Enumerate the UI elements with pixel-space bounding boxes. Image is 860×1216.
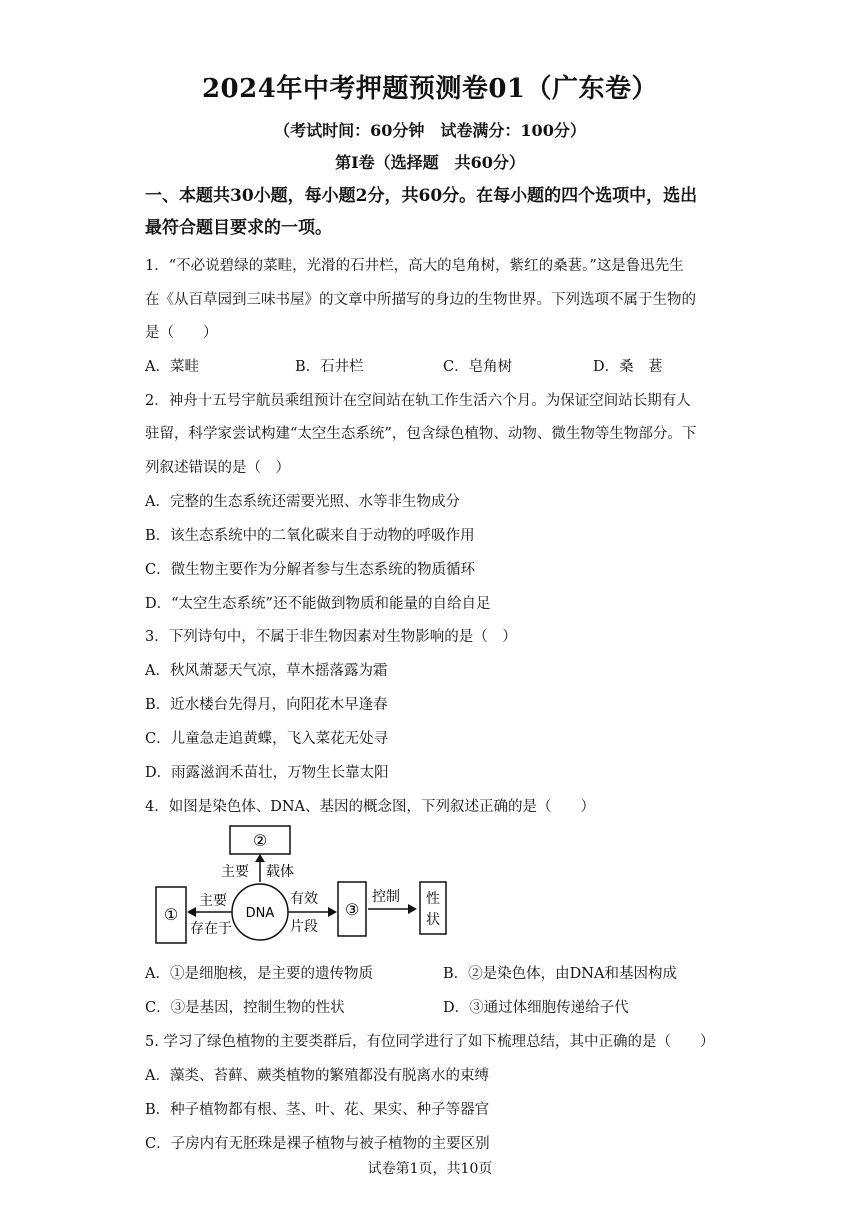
q1-option-d: D．桑 葚 — [593, 359, 663, 375]
q5-option-c: C．子房内有无胚珠是裸子植物与被子植物的主要区别 — [145, 1136, 490, 1152]
page-footer: 试卷第1页，共10页 — [367, 1161, 493, 1177]
exam-title: 2024年中考押题预测卷01（广东卷） — [201, 74, 659, 104]
instructions — [145, 180, 725, 244]
q2-option-d: D．“太空生态系统”还不能做到物质和能量的自给自足 — [145, 596, 491, 612]
q2-option-b: B．该生态系统中的二氧化碳来自于动物的呼吸作用 — [145, 528, 475, 544]
label-carrier: 载体 — [266, 864, 294, 880]
label-segment: 片段 — [290, 919, 318, 935]
q2-option-c: C．微生物主要作为分解者参与生态系统的物质循环 — [145, 562, 476, 578]
q2-stem-line2: 驻留，科学家尝试构建“太空生态系统”，包含绿色植物、动物、微生物等生物部分。下 — [145, 426, 697, 442]
q5-option-a: A．藻类、苔藓、蕨类植物的繁殖都没有脱离水的束缚 — [145, 1068, 489, 1084]
q4-option-a: A．①是细胞核，是主要的遗传物质 — [145, 966, 373, 982]
q4-option-d: D．③通过体细胞传递给子代 — [443, 1000, 629, 1016]
q1-stem-line1: 1．“不必说碧绿的菜畦，光滑的石井栏，高大的皂角树，紫红的桑葚。”这是鲁迅先生 — [145, 258, 684, 274]
q2-option-a: A．完整的生态系统还需要光照、水等非生物成分 — [145, 494, 460, 510]
q4-stem-line1: 4．如图是染色体、DNA、基因的概念图，下列叙述正确的是（ ） — [145, 799, 596, 815]
q1-option-c: C．皂角树 — [443, 359, 513, 375]
dna-label: DNA — [245, 906, 275, 921]
diagram-box-2-label: ② — [252, 831, 268, 850]
label-exists-in: 存在于 — [190, 921, 232, 937]
q1-stem-line2: 在《从百草园到三味书屋》的文章中所描写的身边的生物世界。下列选项不属于生物的 — [145, 292, 696, 308]
q3-stem-line1: 3．下列诗句中，不属于非生物因素对生物影响的是（ ） — [145, 629, 517, 645]
q1-option-a: A．菜畦 — [145, 359, 199, 375]
concept-diagram — [150, 820, 460, 950]
q4-options-row2 — [145, 996, 725, 1018]
q1-option-b: B．石井栏 — [295, 359, 364, 375]
instructions-line2: 最符合题目要求的一项。 — [145, 218, 332, 238]
q5-option-b: B．种子植物都有根、茎、叶、花、果实、种子等器官 — [145, 1102, 490, 1118]
label-main-exists-1: 主要 — [199, 893, 227, 909]
q3-option-a: A．秋风萧瑟天气凉，草木摇落露为霜 — [145, 663, 388, 679]
label-effective: 有效 — [290, 891, 318, 907]
q1-options — [145, 355, 725, 377]
exam-info: （考试时间：60分钟 试卷满分：100分） — [274, 121, 586, 140]
diagram-box-1-label: ① — [163, 905, 179, 924]
q4-option-b: B．②是染色体，由DNA和基因构成 — [443, 966, 677, 982]
diagram-box-3-label: ③ — [344, 900, 360, 919]
arrow-head-left — [187, 907, 196, 917]
arrow-head-up — [255, 854, 265, 862]
trait-label-bottom: 状 — [426, 912, 440, 928]
q2-stem-line3: 列叙述错误的是（ ） — [145, 460, 290, 476]
trait-label-top: 性 — [426, 891, 440, 907]
q3-option-d: D．雨露滋润禾苗壮，万物生长靠太阳 — [145, 765, 389, 781]
arrow-head-right-2 — [408, 904, 417, 914]
q1-stem-line3: 是（ ） — [145, 325, 218, 341]
q2-stem-line1: 2．神舟十五号宇航员乘组预计在空间站在轨工作生活六个月。为保证空间站长期有人 — [145, 393, 691, 409]
q5-stem-line1: 5. 学习了绿色植物的主要类群后，有位同学进行了如下梳理总结，其中正确的是（ ） — [145, 1034, 715, 1050]
arrow-head-right-1 — [328, 907, 337, 917]
q3-option-b: B．近水楼台先得月，向阳花木早逢春 — [145, 697, 388, 713]
q4-option-c: C．③是基因，控制生物的性状 — [145, 1000, 345, 1016]
q4-options-row1 — [145, 962, 725, 984]
q3-option-c: C．儿童急走追黄蝶，飞入菜花无处寻 — [145, 731, 389, 747]
instructions-line1: 一、本题共30小题，每小题2分，共60分。在每小题的四个选项中，选出 — [145, 186, 698, 206]
section-title: 第Ⅰ卷（选择题 共60分） — [335, 153, 525, 172]
label-main-carrier-1: 主要 — [221, 864, 249, 880]
label-control: 控制 — [372, 889, 400, 905]
